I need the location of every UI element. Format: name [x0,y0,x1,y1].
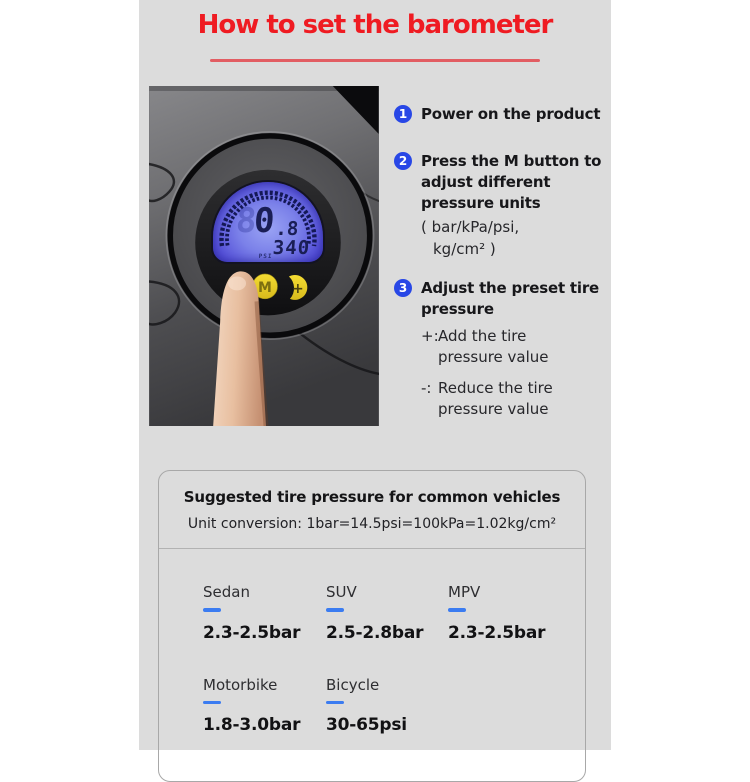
step-2-title-line: Press the M button to [421,152,602,170]
step-2-title-line: pressure units [421,194,541,212]
vehicle-name: Bicycle [326,675,380,694]
accent-dash [326,608,344,612]
minus-note-symbol: -: [421,379,432,397]
step-3-title-line: Adjust the preset tire [421,279,600,297]
step-2-title [421,151,601,214]
pressure-units-note-line: ( bar/kPa/psi, [421,218,520,236]
step-2 [394,151,601,260]
step-3-title-line: pressure [421,300,494,318]
vehicle-name: MPV [448,583,481,601]
minus-note-text [438,378,553,420]
step-3-badge: 3 [394,279,412,297]
lcd-secondary-value: 340 [272,237,311,259]
device-display [213,182,323,262]
plus-button-label: + [292,280,304,297]
plus-note-symbol: +: [421,327,439,345]
step-1-badge: 1 [394,105,412,123]
product-photo [149,86,379,426]
pressure-units-note-line: kg/cm² ) [433,240,496,258]
title-underline [210,59,540,62]
minus-note-line: pressure value [438,400,549,418]
vehicle-pressure-value: 2.5-2.8bar [326,622,424,643]
accent-dash [448,608,466,612]
step-2-badge: 2 [394,152,412,170]
lcd-value-fraction: .8 [274,218,300,240]
vehicle-name: Sedan [203,583,250,601]
step-2-title-line: adjust different [421,173,551,191]
step-1 [394,104,600,125]
plus-note-line: pressure value [438,348,549,366]
vehicle-pressure-value: 2.3-2.5bar [448,622,546,643]
vehicle-cell-sedan [203,583,326,643]
pressure-units-note [421,216,601,260]
vehicle-pressure-value: 2.3-2.5bar [203,622,301,643]
vehicle-pressure-value: 1.8-3.0bar [203,715,301,735]
pressure-card-title: Suggested tire pressure for common vehicles [183,488,561,506]
vehicle-pressure-value: 30-65psi [326,715,407,735]
plus-note-line: Add the tire [438,327,527,345]
vehicle-pressure-grid [203,583,585,735]
vehicle-name: SUV [326,583,357,601]
unit-conversion-text: Unit conversion: 1bar=14.5psi=100kPa=1.02kg/cm² [187,516,557,532]
vehicle-cell-bicycle [326,676,448,736]
mode-button-label: M [258,279,272,296]
accent-dash [203,701,221,705]
accent-dash [326,701,344,705]
vehicle-cell-motorbike [203,676,326,736]
lcd-readout [210,182,326,262]
card-divider [159,548,585,549]
vehicle-cell-suv [326,583,448,643]
vehicle-cell-empty [448,676,585,736]
step-1-title-line: Power on the product [421,105,601,123]
vehicle-name: Motorbike [203,675,278,694]
pressure-card [158,470,586,782]
minus-note-line: Reduce the tire [438,379,553,397]
finger-tip-highlight [228,276,246,290]
accent-dash [203,608,221,612]
lcd-ghost-digit: 8 [234,201,258,241]
step-3 [394,278,599,420]
plus-note [421,326,599,368]
step-1-title [421,104,600,125]
page-title: How to set the barometer [197,10,553,40]
vehicle-cell-mpv [448,583,585,643]
content-panel [139,0,611,750]
plus-note-text [438,326,549,368]
step-3-title [421,278,599,320]
lcd-value-integer: 0 [252,201,276,241]
minus-note [421,378,599,420]
lcd-unit-label: PSI [258,253,273,260]
